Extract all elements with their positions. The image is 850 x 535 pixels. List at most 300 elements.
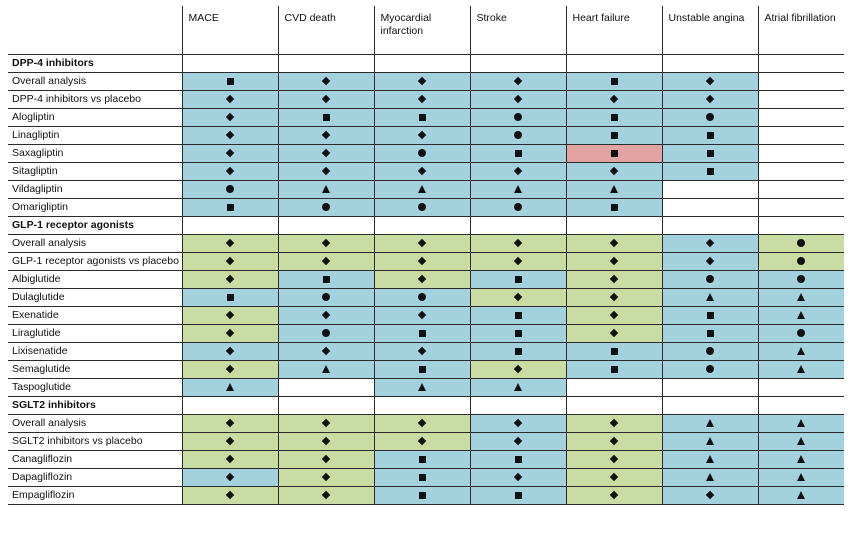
triangle-icon [418, 185, 426, 193]
square-icon [515, 150, 522, 157]
result-cell [374, 360, 470, 378]
result-cell [470, 180, 566, 198]
diamond-icon [322, 419, 330, 427]
result-cell [182, 126, 278, 144]
result-cell [470, 432, 566, 450]
result-cell [182, 144, 278, 162]
table-row [8, 72, 844, 90]
result-cell [662, 288, 758, 306]
table-row [8, 324, 844, 342]
square-icon [707, 330, 714, 337]
group-header-cell [470, 396, 566, 414]
result-cell [278, 324, 374, 342]
result-cell [278, 288, 374, 306]
result-cell [566, 126, 662, 144]
triangle-icon [797, 473, 805, 481]
diamond-icon [706, 77, 714, 85]
diamond-icon [706, 95, 714, 103]
triangle-icon [797, 491, 805, 499]
result-cell [566, 270, 662, 288]
result-cell [278, 414, 374, 432]
outcome-comparison-table [8, 6, 844, 505]
result-cell [566, 180, 662, 198]
result-cell [278, 486, 374, 504]
square-icon [419, 366, 426, 373]
diamond-icon [514, 473, 522, 481]
result-cell [662, 162, 758, 180]
circle-icon [514, 131, 522, 139]
result-cell [662, 180, 758, 198]
result-cell [470, 468, 566, 486]
result-cell [470, 306, 566, 324]
triangle-icon [418, 383, 426, 391]
diamond-icon [322, 257, 330, 265]
diamond-icon [514, 437, 522, 445]
result-cell [470, 234, 566, 252]
result-cell [758, 270, 844, 288]
diamond-icon [418, 437, 426, 445]
result-cell [278, 126, 374, 144]
group-header-cell [374, 396, 470, 414]
result-cell [470, 486, 566, 504]
square-icon [419, 492, 426, 499]
result-cell [470, 72, 566, 90]
result-cell [758, 306, 844, 324]
result-cell [182, 324, 278, 342]
row-label: Alogliptin [8, 108, 182, 126]
diamond-icon [226, 491, 234, 499]
group-header-cell [374, 216, 470, 234]
result-cell [278, 306, 374, 324]
table-row [8, 378, 844, 396]
table-row [8, 450, 844, 468]
square-icon [707, 132, 714, 139]
result-cell [758, 450, 844, 468]
result-cell [374, 252, 470, 270]
circle-icon [322, 293, 330, 301]
result-cell [662, 414, 758, 432]
result-cell [470, 414, 566, 432]
result-cell [374, 324, 470, 342]
diamond-icon [226, 275, 234, 283]
diamond-icon [514, 167, 522, 175]
result-cell [182, 252, 278, 270]
row-label: Albiglutide [8, 270, 182, 288]
result-cell [758, 252, 844, 270]
triangle-icon [706, 419, 714, 427]
result-cell [662, 144, 758, 162]
comparison-table-container [8, 6, 844, 505]
square-icon [611, 132, 618, 139]
square-icon [707, 150, 714, 157]
diamond-icon [418, 257, 426, 265]
result-cell [182, 450, 278, 468]
triangle-icon [514, 383, 522, 391]
result-cell [470, 378, 566, 396]
circle-icon [797, 329, 805, 337]
group-header-cell [758, 54, 844, 72]
result-cell [374, 432, 470, 450]
diamond-icon [322, 77, 330, 85]
square-icon [227, 78, 234, 85]
result-cell [566, 414, 662, 432]
result-cell [278, 72, 374, 90]
result-cell [182, 414, 278, 432]
column-header: Stroke [470, 6, 566, 54]
result-cell [278, 342, 374, 360]
table-row [8, 360, 844, 378]
result-cell [470, 360, 566, 378]
diamond-icon [610, 257, 618, 265]
row-label: Overall analysis [8, 234, 182, 252]
square-icon [227, 294, 234, 301]
triangle-icon [322, 185, 330, 193]
result-cell [566, 342, 662, 360]
result-cell [662, 252, 758, 270]
result-cell [278, 270, 374, 288]
result-cell [566, 234, 662, 252]
group-title: GLP-1 receptor agonists [8, 216, 182, 234]
diamond-icon [322, 455, 330, 463]
diamond-icon [418, 77, 426, 85]
group-header-cell [662, 54, 758, 72]
circle-icon [706, 113, 714, 121]
group-header-cell [758, 396, 844, 414]
diamond-icon [322, 239, 330, 247]
result-cell [758, 360, 844, 378]
group-header-cell [470, 216, 566, 234]
table-row [8, 270, 844, 288]
diamond-icon [226, 347, 234, 355]
result-cell [374, 108, 470, 126]
square-icon [227, 204, 234, 211]
result-cell [182, 468, 278, 486]
diamond-icon [226, 473, 234, 481]
row-label: DPP-4 inhibitors vs placebo [8, 90, 182, 108]
result-cell [182, 90, 278, 108]
row-label: GLP-1 receptor agonists vs placebo [8, 252, 182, 270]
column-header: Atrial fibrillation [758, 6, 844, 54]
diamond-icon [514, 77, 522, 85]
row-label: Overall analysis [8, 414, 182, 432]
result-cell [278, 252, 374, 270]
row-label: Exenatide [8, 306, 182, 324]
diamond-icon [514, 365, 522, 373]
group-header-row [8, 54, 844, 72]
diamond-icon [610, 437, 618, 445]
header-row [8, 6, 844, 54]
result-cell [470, 450, 566, 468]
result-cell [182, 288, 278, 306]
square-icon [611, 348, 618, 355]
diamond-icon [418, 419, 426, 427]
diamond-icon [514, 419, 522, 427]
group-header-cell [662, 216, 758, 234]
triangle-icon [706, 473, 714, 481]
table-row [8, 342, 844, 360]
result-cell [758, 486, 844, 504]
result-cell [182, 108, 278, 126]
diamond-icon [226, 455, 234, 463]
triangle-icon [797, 455, 805, 463]
diamond-icon [226, 95, 234, 103]
group-header-cell [182, 216, 278, 234]
diamond-icon [706, 257, 714, 265]
table-row [8, 432, 844, 450]
square-icon [419, 474, 426, 481]
table-row [8, 90, 844, 108]
result-cell [278, 108, 374, 126]
square-icon [611, 114, 618, 121]
result-cell [182, 162, 278, 180]
result-cell [470, 144, 566, 162]
result-cell [374, 414, 470, 432]
result-cell [566, 306, 662, 324]
result-cell [662, 198, 758, 216]
square-icon [419, 456, 426, 463]
column-header: Heart failure [566, 6, 662, 54]
result-cell [758, 72, 844, 90]
result-cell [470, 270, 566, 288]
result-cell [374, 486, 470, 504]
result-cell [758, 432, 844, 450]
diamond-icon [226, 113, 234, 121]
result-cell [182, 270, 278, 288]
diamond-icon [610, 329, 618, 337]
diamond-icon [514, 257, 522, 265]
square-icon [611, 78, 618, 85]
result-cell [758, 180, 844, 198]
table-row [8, 486, 844, 504]
result-cell [566, 486, 662, 504]
square-icon [323, 114, 330, 121]
diamond-icon [514, 95, 522, 103]
result-cell [758, 378, 844, 396]
result-cell [374, 72, 470, 90]
row-label: Liraglutide [8, 324, 182, 342]
diamond-icon [610, 419, 618, 427]
result-cell [278, 162, 374, 180]
diamond-icon [322, 473, 330, 481]
group-header-cell [662, 396, 758, 414]
square-icon [515, 456, 522, 463]
group-header-cell [470, 54, 566, 72]
diamond-icon [226, 419, 234, 427]
result-cell [566, 378, 662, 396]
diamond-icon [322, 131, 330, 139]
diamond-icon [514, 239, 522, 247]
result-cell [182, 198, 278, 216]
group-header-cell [278, 216, 374, 234]
result-cell [182, 306, 278, 324]
result-cell [374, 342, 470, 360]
result-cell [374, 126, 470, 144]
diamond-icon [226, 365, 234, 373]
square-icon [515, 330, 522, 337]
circle-icon [322, 329, 330, 337]
circle-icon [226, 185, 234, 193]
result-cell [470, 126, 566, 144]
row-label: SGLT2 inhibitors vs placebo [8, 432, 182, 450]
row-label: Vildagliptin [8, 180, 182, 198]
diamond-icon [418, 239, 426, 247]
diamond-icon [514, 293, 522, 301]
triangle-icon [322, 365, 330, 373]
square-icon [323, 276, 330, 283]
result-cell [470, 90, 566, 108]
result-cell [662, 378, 758, 396]
result-cell [758, 324, 844, 342]
result-cell [662, 306, 758, 324]
table-row [8, 468, 844, 486]
group-header-cell [566, 216, 662, 234]
result-cell [758, 90, 844, 108]
column-header: Unstable angina [662, 6, 758, 54]
result-cell [374, 162, 470, 180]
diamond-icon [226, 239, 234, 247]
square-icon [419, 330, 426, 337]
diamond-icon [706, 491, 714, 499]
result-cell [470, 252, 566, 270]
result-cell [374, 378, 470, 396]
result-cell [758, 342, 844, 360]
square-icon [611, 366, 618, 373]
result-cell [374, 90, 470, 108]
circle-icon [418, 149, 426, 157]
table-body [8, 54, 844, 504]
result-cell [182, 432, 278, 450]
result-cell [566, 162, 662, 180]
circle-icon [322, 203, 330, 211]
result-cell [662, 126, 758, 144]
group-header-cell [278, 54, 374, 72]
diamond-icon [610, 491, 618, 499]
circle-icon [706, 275, 714, 283]
triangle-icon [797, 311, 805, 319]
triangle-icon [797, 437, 805, 445]
result-cell [662, 324, 758, 342]
result-cell [182, 486, 278, 504]
diamond-icon [418, 275, 426, 283]
result-cell [758, 162, 844, 180]
column-header: Myocardial infarction [374, 6, 470, 54]
result-cell [470, 288, 566, 306]
table-row [8, 108, 844, 126]
result-cell [758, 198, 844, 216]
result-cell [758, 288, 844, 306]
result-cell [470, 162, 566, 180]
triangle-icon [706, 293, 714, 301]
result-cell [758, 414, 844, 432]
triangle-icon [797, 347, 805, 355]
diamond-icon [610, 455, 618, 463]
group-header-cell [182, 396, 278, 414]
result-cell [182, 180, 278, 198]
table-row [8, 288, 844, 306]
result-cell [758, 108, 844, 126]
circle-icon [706, 347, 714, 355]
diamond-icon [226, 257, 234, 265]
group-header-row [8, 396, 844, 414]
result-cell [182, 72, 278, 90]
row-label: Overall analysis [8, 72, 182, 90]
table-row [8, 162, 844, 180]
diamond-icon [322, 491, 330, 499]
result-cell [662, 432, 758, 450]
result-cell [374, 144, 470, 162]
result-cell [566, 360, 662, 378]
result-cell [374, 234, 470, 252]
diamond-icon [418, 311, 426, 319]
group-header-cell [182, 54, 278, 72]
diamond-icon [226, 149, 234, 157]
row-label: Sitagliptin [8, 162, 182, 180]
result-cell [374, 180, 470, 198]
result-cell [470, 324, 566, 342]
result-cell [470, 198, 566, 216]
table-row [8, 414, 844, 432]
diamond-icon [322, 437, 330, 445]
result-cell [566, 288, 662, 306]
result-cell [566, 108, 662, 126]
square-icon [707, 168, 714, 175]
result-cell [758, 144, 844, 162]
result-cell [662, 342, 758, 360]
square-icon [515, 348, 522, 355]
row-label: Omarigliptin [8, 198, 182, 216]
row-label: Dapagliflozin [8, 468, 182, 486]
triangle-icon [706, 455, 714, 463]
row-label: Empagliflozin [8, 486, 182, 504]
result-cell [566, 198, 662, 216]
result-cell [278, 468, 374, 486]
diamond-icon [226, 131, 234, 139]
result-cell [662, 450, 758, 468]
group-header-row [8, 216, 844, 234]
result-cell [566, 144, 662, 162]
diamond-icon [706, 239, 714, 247]
row-label: Dulaglutide [8, 288, 182, 306]
circle-icon [797, 257, 805, 265]
group-header-cell [278, 396, 374, 414]
result-cell [566, 468, 662, 486]
circle-icon [418, 203, 426, 211]
result-cell [470, 342, 566, 360]
diamond-icon [226, 311, 234, 319]
result-cell [182, 234, 278, 252]
row-label: Semaglutide [8, 360, 182, 378]
table-row [8, 234, 844, 252]
result-cell [182, 378, 278, 396]
diamond-icon [226, 167, 234, 175]
result-cell [662, 72, 758, 90]
result-cell [278, 432, 374, 450]
result-cell [278, 360, 374, 378]
diamond-icon [610, 167, 618, 175]
result-cell [758, 234, 844, 252]
table-row [8, 252, 844, 270]
diamond-icon [610, 293, 618, 301]
result-cell [278, 198, 374, 216]
result-cell [278, 144, 374, 162]
row-label: Lixisenatide [8, 342, 182, 360]
result-cell [662, 360, 758, 378]
table-row [8, 126, 844, 144]
result-cell [662, 468, 758, 486]
square-icon [611, 150, 618, 157]
result-cell [374, 450, 470, 468]
diamond-icon [610, 473, 618, 481]
